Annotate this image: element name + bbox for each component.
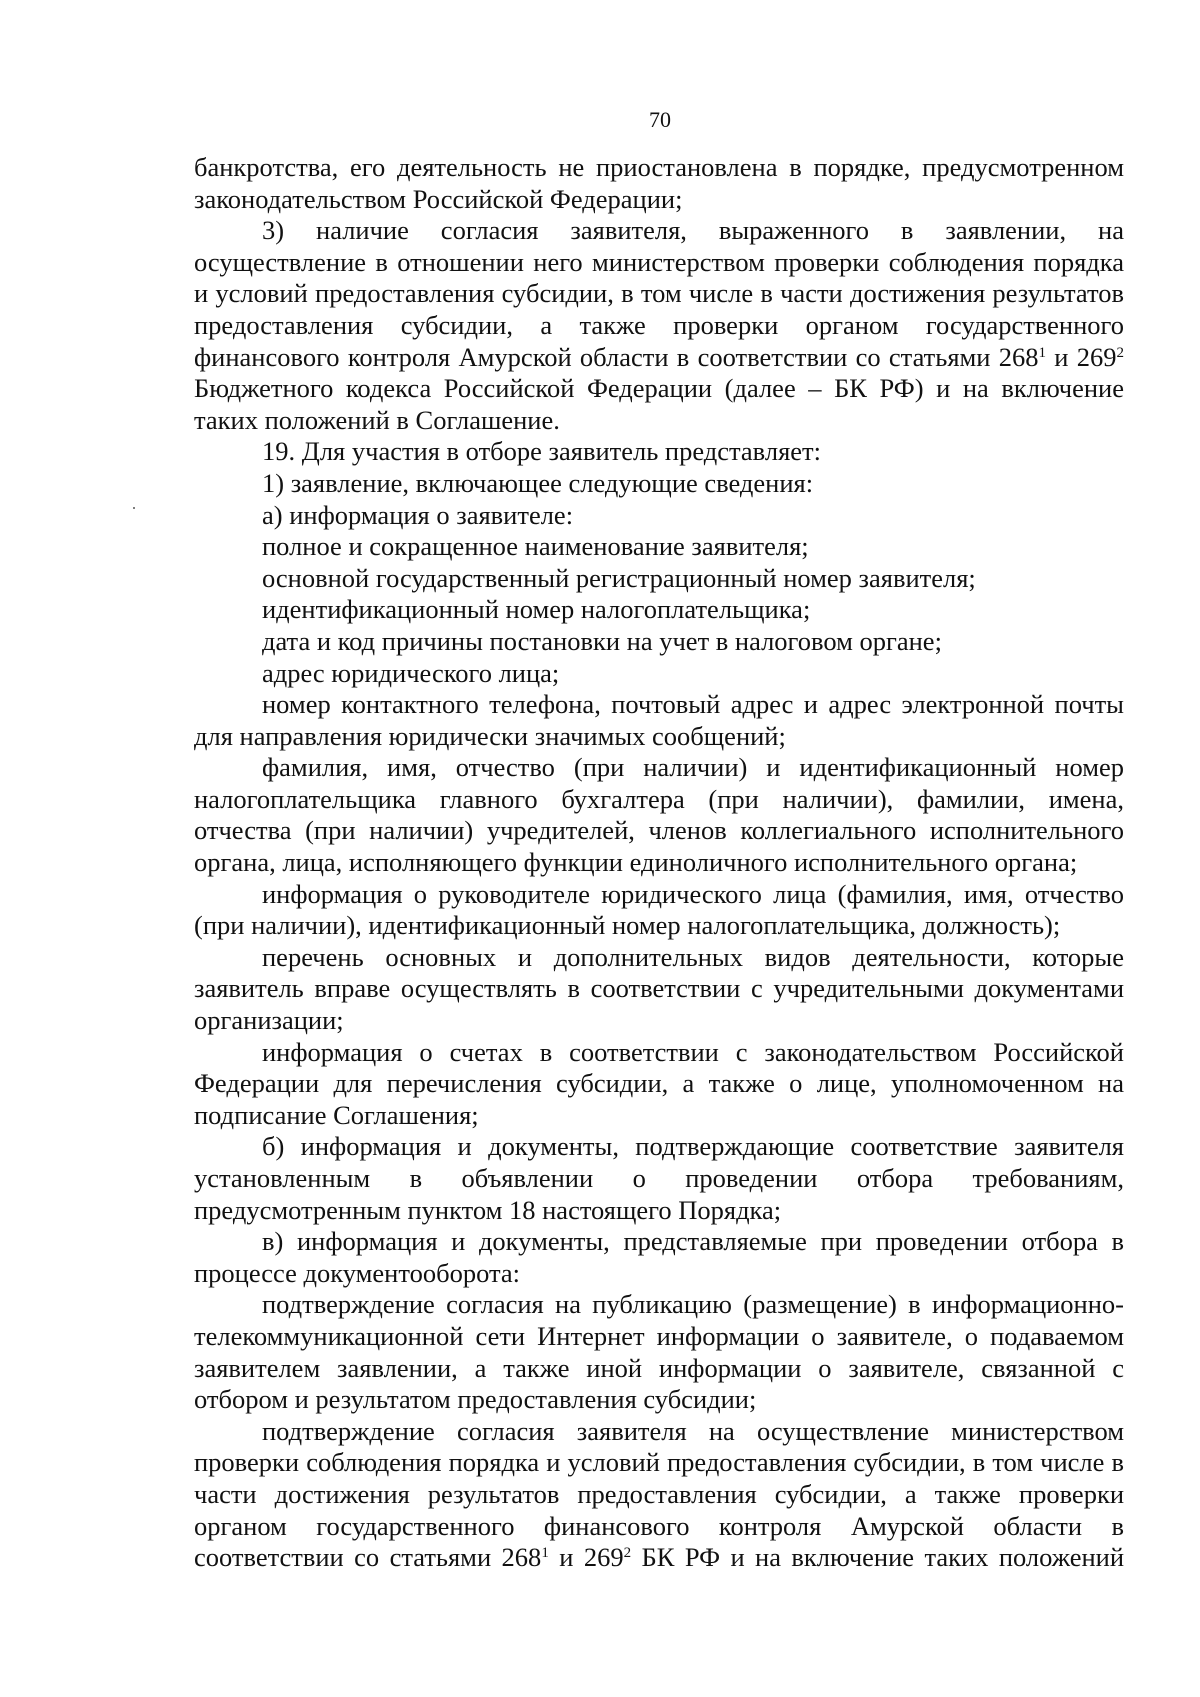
- paragraph-inn: идентификационный номер налогоплательщика;: [262, 594, 811, 625]
- paragraph-accounts: информация о счетах в соответствии с законодательством Российской Федерации для перечисления субсидии, а также о лице, уполномоченном на подписание Соглашения;: [194, 1036, 1124, 1130]
- paragraph-audit-consent: [194, 1416, 1124, 1574]
- paragraph-publication-consent: подтверждение согласия на публикацию (размещение) в информационно-телекоммуникационной сети Интернет информации о заявителе, о подаваемом заявителем заявлении, а также иной информации о заявителе, связанной с отбором и результатом предоставления субсидии;: [194, 1289, 1124, 1415]
- paragraph-legal-address: адрес юридического лица;: [262, 657, 560, 688]
- paragraph-ogrn: основной государственный регистрационный номер заявителя;: [262, 562, 976, 593]
- superscript: 1: [1038, 344, 1046, 361]
- text-run: подтверждение согласия заявителя на осуществление министерством проверки соблюдения порядка и условий предоставления субсидии, в том числе в части достижения результатов предоставления субсидии, а также проверки органом государственного финансового контроля Амурской области в соответствии со статьями 268: [194, 1415, 1124, 1573]
- text-run: 3) наличие согласия заявителя, выраженного в заявлении, на осуществление в отношении него министерством проверки соблюдения порядка и условий предоставления субсидии, в том числе в части достижения результатов предоставления субсидии, а также проверки органом государственного финансового контроля Амурской области в соответствии со статьями 268: [194, 215, 1124, 372]
- paragraph-item-b-documents: б) информация и документы, подтверждающие соответствие заявителя установленным в объявлении о проведении отбора требованиям, предусмотренным пунктом 18 настоящего Порядка;: [194, 1131, 1124, 1225]
- superscript: 1: [541, 1545, 549, 1562]
- superscript: 2: [1116, 344, 1124, 361]
- text-run: и 269: [548, 1542, 624, 1573]
- paragraph-continuation: банкротства, его деятельность не приостановлена в порядке, предусмотренном законодательством Российской Федерации;: [194, 152, 1124, 214]
- paragraph-contacts: номер контактного телефона, почтовый адрес и адрес электронной почты для направления юридически значимых сообщений;: [194, 689, 1124, 751]
- page-number: 70: [649, 107, 671, 132]
- text-run: БК РФ и на включение таких положений: [631, 1542, 1125, 1573]
- paragraph-full-name: полное и сокращенное наименование заявителя;: [262, 531, 809, 562]
- paragraph-accountant-founders: фамилия, имя, отчество (при наличии) и идентификационный номер налогоплательщика главного бухгалтера (при наличии), фамилии, имена, отчества (при наличии) учредителей, членов коллегиального исполнительного органа, лица, исполняющего функции единоличного исполнительного органа;: [194, 752, 1124, 878]
- text-run: Бюджетного кодекса Российской Федерации (далее – БК РФ) и на включение таких положений в Соглашение.: [194, 373, 1124, 435]
- paragraph-tax-registration: дата и код причины постановки на учет в налоговом органе;: [262, 625, 942, 656]
- paragraph-19-heading: 19. Для участия в отборе заявитель представляет:: [262, 436, 821, 467]
- text-run: и 269: [1046, 341, 1117, 372]
- paragraph-item-3-consent: [194, 215, 1124, 436]
- paragraph-head-info: информация о руководителе юридического лица (фамилия, имя, отчество (при наличии), идентификационный номер налогоплательщика, должность);: [194, 878, 1124, 941]
- scan-speck: [133, 507, 135, 509]
- document-body: [194, 152, 1124, 1574]
- paragraph-activities: перечень основных и дополнительных видов деятельности, которые заявитель вправе осуществлять в соответствии с учредительными документами организации;: [194, 941, 1124, 1036]
- paragraph-item-v-documents: в) информация и документы, представляемые при проведении отбора в процессе документооборота:: [194, 1226, 1124, 1288]
- superscript: 2: [623, 1545, 632, 1562]
- paragraph-item-1-application: 1) заявление, включающее следующие сведения:: [262, 467, 814, 498]
- paragraph-item-a-applicant-info: а) информация о заявителе:: [262, 499, 574, 530]
